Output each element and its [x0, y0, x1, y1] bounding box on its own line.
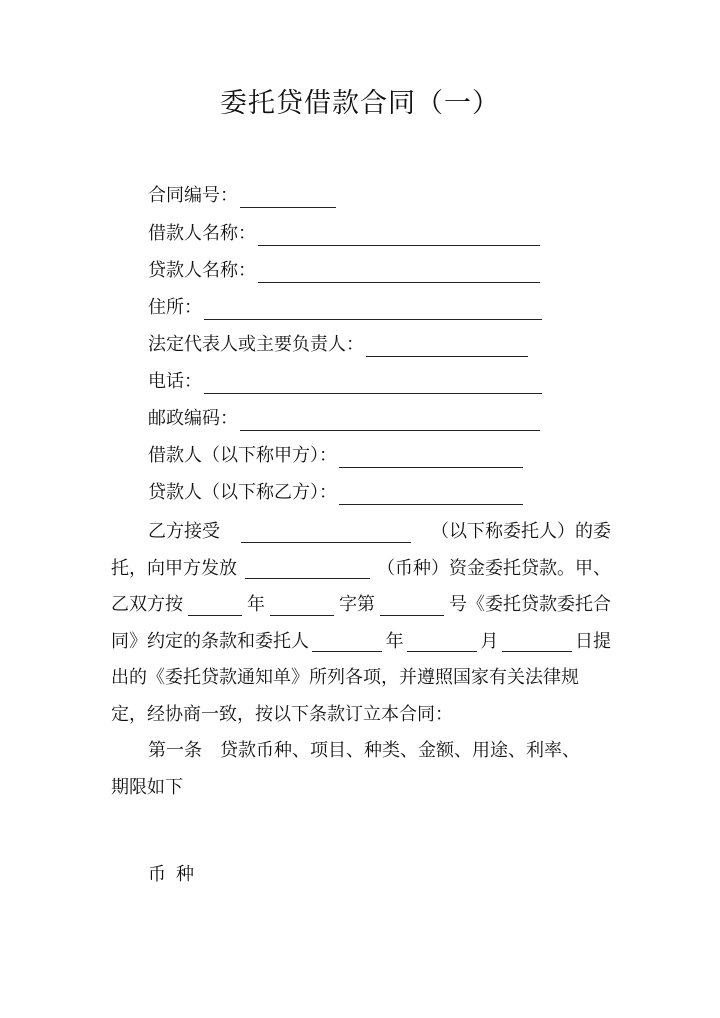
body-text: 定，经协商一致，按以下条款订立本合同： [111, 703, 453, 725]
body-line [111, 551, 611, 588]
field-label-borrower-party: 借款人（以下称甲方）： [148, 445, 337, 466]
body-text: 出的《委托贷款通知单》所列各项，并遵照国家有关法律规 [111, 667, 579, 688]
body-text: （以下称委托人）的委 [431, 521, 611, 542]
blank-trustee[interactable] [241, 522, 411, 543]
article-1-heading [111, 733, 611, 770]
body-line [111, 660, 611, 697]
field-label-address: 住所： [148, 297, 202, 318]
currency-label: 币种 [148, 864, 204, 885]
body-text: 同》约定的条款和委托人 [111, 630, 309, 652]
body-paragraph [111, 514, 611, 806]
field-legal-rep [148, 327, 528, 357]
field-label-lender-party: 贷款人（以下称乙方）： [148, 482, 337, 503]
blank-year[interactable] [188, 595, 242, 616]
document-title: 委托贷借款合同（一） [220, 88, 500, 119]
blank-currency[interactable] [245, 558, 370, 579]
body-text: 乙双方按 [111, 594, 183, 615]
field-label-legal-rep: 法定代表人或主要负责人： [148, 334, 364, 355]
blank-contract-no[interactable] [240, 187, 336, 208]
body-text: （币种）资金委托贷款。甲、 [377, 557, 611, 579]
field-label-contract-no: 合同编号： [148, 185, 238, 206]
blank-prefix[interactable] [270, 595, 334, 616]
body-text: 第一条 贷款币种、项目、种类、金额、用途、利率、 [148, 740, 580, 761]
body-line [111, 770, 611, 807]
body-line [111, 514, 611, 551]
field-label-postcode: 邮政编码： [148, 408, 238, 429]
body-text: 日提 [574, 630, 611, 652]
blank-address[interactable] [204, 299, 542, 320]
body-text: 号《委托贷款委托合 [449, 594, 611, 615]
field-borrower-party [148, 438, 523, 468]
blank-phone[interactable] [204, 373, 542, 394]
field-postcode [148, 401, 540, 431]
body-text: 托，向甲方发放 [111, 557, 237, 579]
field-borrower-name [148, 216, 540, 246]
field-address [148, 290, 542, 320]
blank-legal-rep[interactable] [366, 336, 528, 357]
blank-notice-day[interactable] [502, 631, 572, 652]
body-text: 年 [385, 630, 404, 652]
field-label-phone: 电话： [148, 371, 202, 392]
blank-lender-name[interactable] [258, 262, 540, 283]
body-line [111, 624, 611, 661]
body-text: 期限如下 [111, 776, 183, 798]
body-line [111, 587, 611, 624]
field-phone [148, 364, 542, 394]
field-label-borrower-name: 借款人名称： [148, 223, 256, 244]
body-text: 年 [247, 594, 265, 615]
field-lender-party [148, 475, 523, 505]
blank-notice-year[interactable] [312, 631, 382, 652]
blank-borrower-name[interactable] [258, 225, 540, 246]
blank-number[interactable] [380, 595, 444, 616]
field-contract-no [148, 178, 336, 208]
blank-borrower-party[interactable] [339, 447, 523, 468]
body-line [111, 697, 611, 734]
body-text: 月 [480, 630, 499, 652]
blank-lender-party[interactable] [339, 484, 523, 505]
field-lender-name [148, 253, 540, 283]
blank-postcode[interactable] [240, 410, 540, 431]
body-text: 乙方接受 [148, 521, 220, 542]
field-label-lender-name: 贷款人名称： [148, 260, 256, 281]
blank-notice-month[interactable] [407, 631, 477, 652]
body-text: 字第 [339, 594, 375, 615]
